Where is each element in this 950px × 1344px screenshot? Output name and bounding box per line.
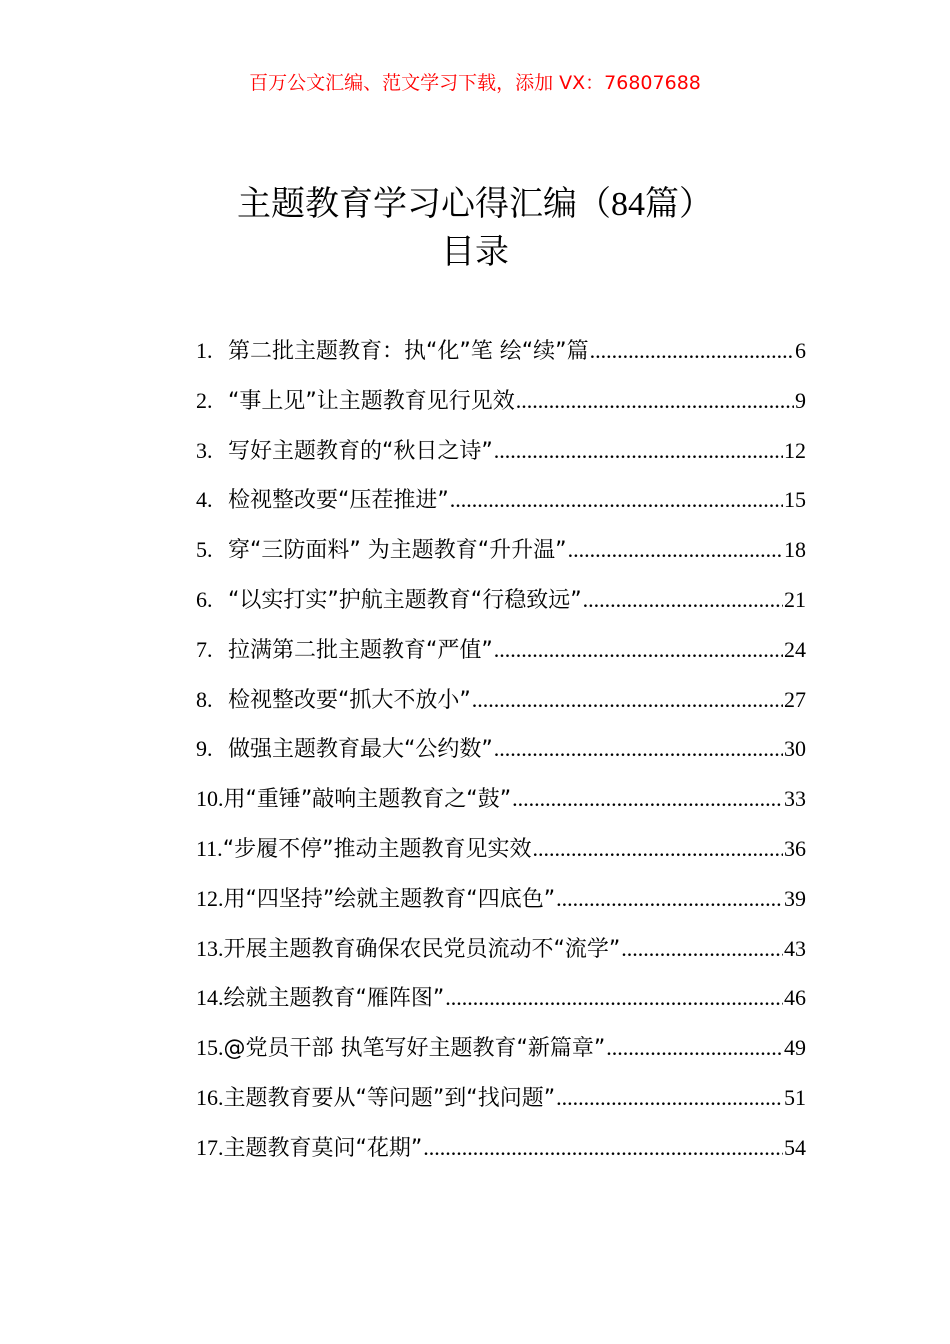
toc-entry-number: 17. — [196, 1134, 224, 1160]
toc-entry[interactable] — [196, 1131, 806, 1181]
toc-entry-page: 12 — [784, 437, 806, 463]
toc-entry-number: 14. — [196, 985, 224, 1011]
toc-entry-title: 写好主题教育的“秋日之诗” — [228, 438, 493, 464]
toc-dot-leader — [494, 637, 783, 663]
toc-entry-number: 15. — [196, 1035, 224, 1061]
toc-dot-leader — [472, 687, 783, 713]
toc-entry[interactable] — [196, 334, 806, 384]
toc-entry[interactable] — [196, 434, 806, 484]
toc-entry-number: 5. — [196, 537, 213, 563]
toc-entry[interactable] — [196, 633, 806, 683]
toc-dot-leader — [516, 388, 794, 414]
toc-dot-leader — [606, 1035, 783, 1061]
toc-entry-title: 穿“三防面料” 为主题教育“升升温” — [228, 538, 567, 564]
toc-entry[interactable] — [196, 981, 806, 1031]
toc-entry[interactable] — [196, 483, 806, 533]
toc-dot-leader — [583, 587, 783, 613]
toc-entry-title: “事上见”让主题教育见行见效 — [228, 388, 515, 414]
toc-entry-page: 6 — [795, 338, 806, 363]
toc-entry[interactable] — [196, 932, 806, 982]
toc-entry-title: “步履不停”推动主题教育见实效 — [222, 836, 532, 862]
toc-entry-title: 用“四坚持”绘就主题教育“四底色” — [223, 886, 556, 912]
toc-entry-title: 检视整改要“压茬推进” — [228, 488, 449, 514]
toc-entry[interactable] — [196, 1031, 806, 1081]
toc-entry[interactable] — [196, 882, 806, 932]
toc-dot-leader — [532, 836, 783, 862]
toc-dot-leader — [494, 438, 783, 464]
toc-entry-page: 51 — [784, 1084, 806, 1110]
document-title — [0, 184, 950, 225]
toc-entry-number: 2. — [196, 387, 213, 413]
toc-entry-title: 第二批主题教育：执“化”笔 绘“续”篇 — [228, 339, 589, 364]
toc-entry-page: 9 — [795, 387, 806, 413]
toc-entry-page: 54 — [784, 1134, 806, 1160]
toc-entry-page: 39 — [784, 885, 806, 911]
toc-entry-title: 检视整改要“抓大不放小” — [228, 687, 471, 713]
toc-entry-number: 8. — [196, 686, 213, 712]
toc-entry-number: 10. — [196, 786, 224, 812]
toc-entry-number: 16. — [196, 1084, 224, 1110]
toc-entry-title: 主题教育要从“等问题”到“找问题” — [223, 1085, 556, 1111]
toc-dot-leader — [590, 338, 794, 364]
toc-entry[interactable] — [196, 583, 806, 633]
toc-entry-title: 开展主题教育确保农民党员流动不“流学” — [223, 936, 621, 962]
title-suffix: 篇） — [645, 184, 713, 224]
toc-entry-title: 主题教育莫问“花期” — [223, 1135, 423, 1161]
toc-entry[interactable] — [196, 732, 806, 782]
toc-entry-page: 43 — [784, 935, 806, 961]
toc-entry-title: 拉满第二批主题教育“严值” — [228, 637, 493, 663]
toc-entry[interactable] — [196, 1081, 806, 1131]
toc-entry-title: 做强主题教育最大“公约数” — [228, 737, 493, 763]
toc-entry-title: @党员干部 执笔写好主题教育“新篇章” — [223, 1036, 606, 1062]
title-count: 84 — [611, 186, 645, 223]
toc-dot-leader — [423, 1135, 783, 1161]
title-prefix: 主题教育学习心得汇编（ — [237, 184, 611, 224]
toc-entry-number: 11. — [196, 835, 223, 861]
toc-entry-number: 12. — [196, 885, 224, 911]
toc-entry-page: 18 — [784, 537, 806, 563]
toc-entry-number: 4. — [196, 487, 213, 513]
toc-entry-number: 13. — [196, 935, 224, 961]
toc-entry[interactable] — [196, 384, 806, 434]
toc-entry[interactable] — [196, 832, 806, 882]
toc-dot-leader — [556, 1085, 783, 1111]
toc-entry-title: 用“重锤”敲响主题教育之“鼓” — [223, 787, 512, 813]
toc-entry-page: 27 — [784, 686, 806, 712]
toc-entry-title: “以实打实”护航主题教育“行稳致远” — [228, 587, 582, 613]
toc-dot-leader — [450, 487, 783, 513]
toc-entry-title: 绘就主题教育“雁阵图” — [223, 986, 445, 1012]
toc-entry[interactable] — [196, 533, 806, 583]
toc-entry-page: 46 — [784, 985, 806, 1011]
toc-entry-number: 3. — [196, 437, 213, 463]
header-watermark-note: 百万公文汇编、范文学习下载，添加 VX：76807688 — [249, 72, 701, 94]
table-of-contents — [196, 334, 806, 1181]
toc-entry-page: 24 — [784, 636, 806, 662]
toc-entry[interactable] — [196, 782, 806, 832]
toc-entry-page: 33 — [784, 786, 806, 812]
toc-dot-leader — [621, 936, 783, 962]
toc-dot-leader — [494, 736, 783, 762]
toc-entry-page: 30 — [784, 736, 806, 762]
toc-entry-page: 49 — [784, 1035, 806, 1061]
toc-entry-page: 15 — [784, 487, 806, 513]
document-subtitle: 目录 — [441, 232, 509, 272]
toc-entry-page: 36 — [784, 835, 806, 861]
toc-dot-leader — [568, 537, 783, 563]
toc-entry-number: 9. — [196, 736, 213, 762]
toc-dot-leader — [512, 786, 783, 812]
toc-entry[interactable] — [196, 683, 806, 733]
toc-entry-number: 7. — [196, 636, 213, 662]
toc-entry-number: 1. — [196, 338, 213, 363]
toc-dot-leader — [556, 886, 783, 912]
toc-entry-page: 21 — [784, 586, 806, 612]
toc-entry-number: 6. — [196, 586, 213, 612]
toc-dot-leader — [445, 985, 783, 1011]
